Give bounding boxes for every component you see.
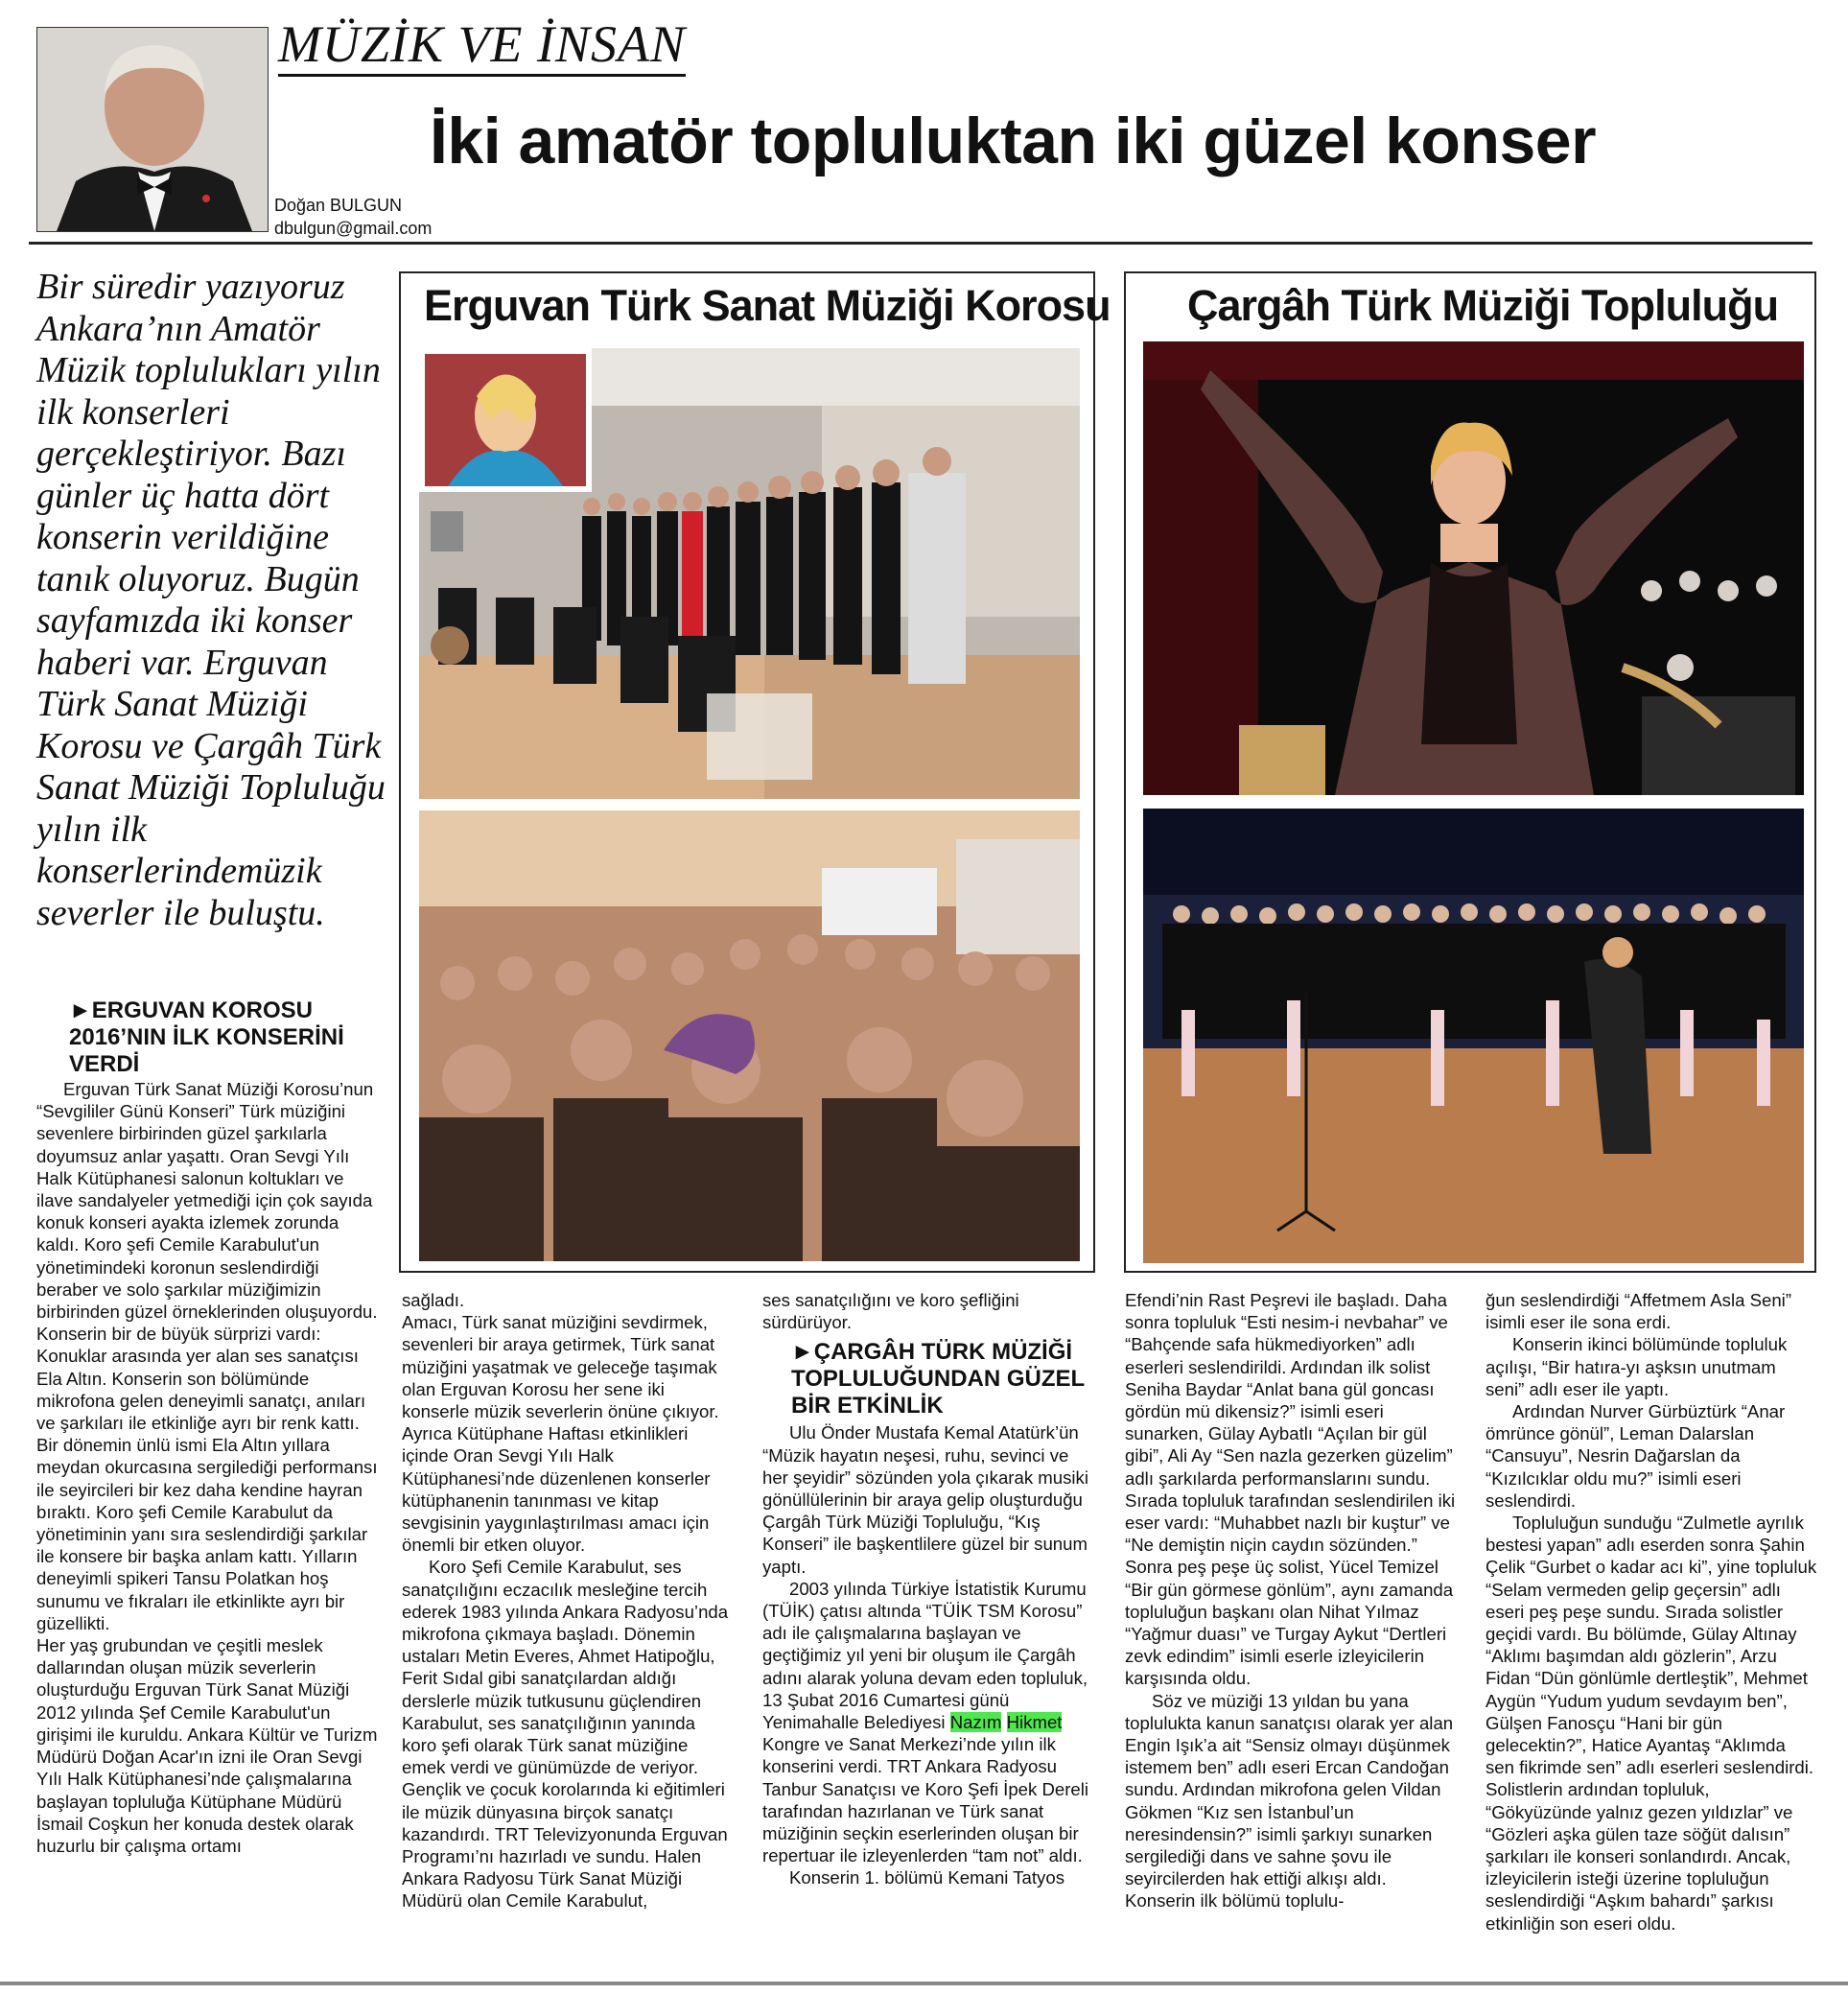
column-4 [1125,1289,1457,1912]
author-name: Doğan BULGUN [274,196,403,215]
paragraph: Koro Şefi Cemile Karabulut, ses sanatçılığını eczacılık mesleğine tercih ederek 1983 yılında Ankara Radyosu’nda mikrofona çıkmaya başladı. Dönemin ustaları Metin Everes, Ahmet Hatipoğlu, Ferit Sıdal gibi sanatçılardan aldığı derslerle müzik tutkusunu güçlendiren Karabulut, ses sanatçılığının yanında koro şefi olarak Türk sanat müziğine emek verdi ve günümüzde de veriyor. Gençlik ve çocuk korolarında ki eğitimleri ile müzik dünyasına birçok sanatçı kazandırdı. TRT Televizyonunda Erguvan Programı’nı hazırladı ve sundu. Halen Ankara Radyosu Türk Sanat Müziği Müdürü olan Cemile Karabulut, [402,1557,729,1912]
erguvan-audience-photo [419,810,1080,1261]
header-divider [29,242,1813,245]
paragraph: Amacı, Türk sanat müziğini sevdirmek, sevenleri bir araya getirmek, Türk sanat müziğini yaşatmak ve geleceğe taşımak olan Erguvan Korosu her sene iki konserle müzik severlerin önüne çıkıyor. Ayrıca Kütüphane Haftası etkinlikleri içinde Oran Sevgi Yılı Halk Kütüphanesi’nde düzenlenen konserler kütüphanenin tanınması ve kitap sevgisinin yaygınlaştırılması amacı için önemli bir etken oluyor. [402,1312,719,1556]
cargah-soloist-photo [1143,341,1804,795]
author-photo [36,27,269,232]
column-1 [36,997,378,1857]
paragraph: Her yaş grubundan ve çeşitli meslek dallarından oluşan müzik severlerin oluşturduğu Erguvan Türk Sanat Müziği 2012 yılında Şef Cemile Karabulut'un girişimi ile kuruldu. Ankara Kültür ve Turizm Müdürü Doğan Acar'ın izni ile Oran Sevgi Yılı Halk Kütüphanesi’nde çalışmalarına başlayan topluluğa Kütüphane Müdürü İsmail Coşkun her konuda destek olarak huzurlu bir çalışma ortamı [36,1635,378,1856]
paragraph: Konserin 1. bölümü Kemani Tatyos [789,1867,1064,1888]
headline: İki amatör topluluktan iki güzel konser [430,105,1597,177]
author-info [274,194,432,240]
paragraph: ses sanatçılığını ve koro şefliğini sürdürüyor. [762,1290,1019,1333]
paragraph: sağladı. [402,1290,465,1310]
cargah-box-title: Çargâh Türk Müziği Topluluğu [1187,281,1779,330]
paragraph: Ulu Önder Mustafa Kemal Atatürk’ün “Müzik hayatın neşesi, ruhu, sevinci ve her şeyidir” sözünden yola çıkarak musiki gönüllülerinin bir araya gelip oluşturduğu Çargâh Türk Müziği Topluluğu, “Kış Konseri” ile başkentlilere güzel bir sunum yaptı. [762,1422,1088,1577]
highlight: Nazım [949,1712,1002,1733]
section-title: MÜZİK VE İNSAN [278,17,686,77]
paragraph: Konserin ikinci bölümünde topluluk açılışı, “Bir hatıra-yı aşksın unutmam seni” adlı eser ile yaptı. [1485,1334,1788,1399]
highlight: Hikmet [1006,1712,1063,1733]
paragraph: Ardından Nurver Gürbüztürk “Anar ömrünce gönül”, Leman Dalarslan “Cansuyu”, Nesrin Dağarslan da “Kızılcıklar oldu mu?” isimli eseri seslendirdi. [1485,1401,1786,1511]
paragraph: Efendi’nin Rast Peşrevi ile başladı. Daha sonra topluluk “Esti nesim-i nevbahar” ve “Bahçende safa hükmediyorken” adlı eserleri seslendirildi. Ardından ilk solist Seniha Baydar “Anlat bana gül goncası gördün mü dikensiz?” isimli eseri sunarken, Gülay Aybatlı “Açılan bir gül gibi”, Ali Ay “Sen nazla gezerken güzelim” adlı şarkılarda performanslarını sundu. Sırada topluluk tarafından seslendirilen iki eser vardı: “Muhabbet nazlı bir kuştur” ve “Ne demiştin niçin caydın sözünden.” Sonra peş peşe üç solist, Yücel Temizel “Bir gün görmese gönlüm”, aynı zamanda topluluğun başkanı olan Nihat Yılmaz “Yağmur duası” ve Turgay Aykut “Dertleri zevk edindim” isimli eserle izleyicilerin karşısında oldu. [1125,1290,1456,1689]
erguvan-box-title: Erguvan Türk Sanat Müziği Korosu [424,281,1111,330]
column-3 [762,1289,1094,1889]
paragraph: Söz ve müziği 13 yıldan bu yana toplulukta kanun sanatçısı olarak yer alan Engin Işık’a ait “Sensiz olmayı düşünmek istemem ben” adlı eseri Ercan Candoğan sundu. Ardından mikrofona gelen Vildan Gökmen “Kız sen İstanbul’un neresindensin?” isimli şarkıyı sunarken sergilediği dans ve sahne şovu ile seyircilerden hak ettiği alkışı aldı. Konserin ilk bölümü toplulu- [1125,1690,1454,1912]
subhead-cargah: ►ÇARGÂH TÜRK MÜZİĞİ TOPLULUĞUNDAN GÜZEL BİR ETKİNLİK [791,1339,1085,1419]
paragraph: Erguvan Türk Sanat Müziği Korosu’nun “Sevgililer Günü Konseri” Türk müziğini sevenlere birbirinden güzel şarkılarla doyumsuz anlar yaşattı. Oran Sevgi Yılı Halk Kütüphanesi salonun koltukları ve ilave sandalyeler yetmediği için çok sayıda konuk konseri ayakta izlemek zorunda kaldı. Koro şefi Cemile Karabulut'un yönetimindeki koronun seslendirdiği beraber ve solo şarkılar müziğimizin birbirinden güzel örneklerinden oluşuyordu. Konserin bir de büyük sürprizi vardı: Konuklar arasında yer alan ses sanatçısı Ela Altın. Konserin son bölümünde mikrofona gelen deneyimli sanatçı, anıları ve şarkıları ile etkinliğe ayrı bir renk kattı. Bir dönemin ünlü ismi Ela Altın yıllara meydan okurcasına sergilediği performansı ile seyircileri bir kez daha kendine hayran bıraktı. Koro şefi Cemile Karabulut da yönetiminin yanı sıra seslendirdiği şarkılar ile konsere bir başka anlam kattı. Yılların deneyimli spikeri Tansu Polatkan hoş sunumu ve fıkraları ile etkinlikte ayrı bir güzellikti. [36,1079,378,1633]
paragraph: ğun seslendirdiği “Affetmem Asla Seni” isimli eser ile sona erdi. [1485,1290,1792,1333]
column-5 [1485,1289,1817,1935]
intro-lead: Bir süredir yazıyoruz Ankara’nın Amatör Müzik toplulukları yılın ilk konserleri gerçekleştiriyor. Bazı günler üç hatta dört konserin verildiğine tanık oluyoruz. Bugün sayfamızda iki konser haberi var. Erguvan Türk Sanat Müziği Korosu ve Çargâh Türk Sanat Müziği Topluluğu yılın ilk konserlerindemüzik severler ile buluştu. [36,267,386,933]
column-2 [402,1289,734,1912]
erguvan-choir-photo [419,348,1080,799]
paragraph: 2003 yılında Türkiye İstatistik Kurumu (TÜİK) çatısı altında “TÜİK TSM Korosu” adı ile çalışmalarına başlayan ve geçtiğimiz yıl yeni bir oluşum ile Çargâh adını alarak yoluna devam eden topluluk, 13 Şubat 2016 Cumartesi günü Yenimahalle Belediyesi Nazım Hikmet Kongre ve Sanat Merkezi’nde yılın ilk konserini verdi. TRT Ankara Radyosu Tanbur Sanatçısı ve Koro Şefi İpek Dereli tarafından hazırlanan ve Türk sanat müziğinin seçkin eserlerinden oluşan bir repertuar ile izleyenlerden “tam not” aldı. [762,1578,1089,1866]
cargah-ensemble-photo [1143,809,1804,1263]
author-email: dbulgun@gmail.com [274,219,433,238]
subhead-erguvan: ►ERGUVAN KOROSU 2016’NIN İLK KONSERİNİ VERDİ [69,997,344,1077]
paragraph: Topluluğun sunduğu “Zulmetle ayrılık bestesi yapan” adlı eserden sonra Şahin Çelik “Gurbet o kadar acı ki”, yine topluluk “Selam vermeden gelip geçersin” adlı eseri peş peşe sundu. Sırada solistler geçidi vardı. Bu bölümde, Gülay Altınay “Aklımı başımdan aldı gözlerin”, Arzu Fidan “Dün gönlümle dertleştik”, Mehmet Aygün “Yudum yudum sevdayım ben”, Gülşen Fanosçu “Hani bir gün gelecektin?”, Hatice Ayantaş “Aklımda sen fikrimde sen” adlı eserleri seslendirdi. Solistlerin ardından topluluk, “Gökyüzünde yalnız gezen yıldızlar” ve “Gözleri aşka gülen taze söğüt dalısın” şarkıları ile konseri sonlandırdı. Ancak, izleyicilerin isteği üzerine topluluğun seslendirdiği “Aşkım bahardı” şarkısı etkinliğin son eseri oldu. [1485,1513,1817,1934]
page-bottom-rule [0,1982,1848,1985]
